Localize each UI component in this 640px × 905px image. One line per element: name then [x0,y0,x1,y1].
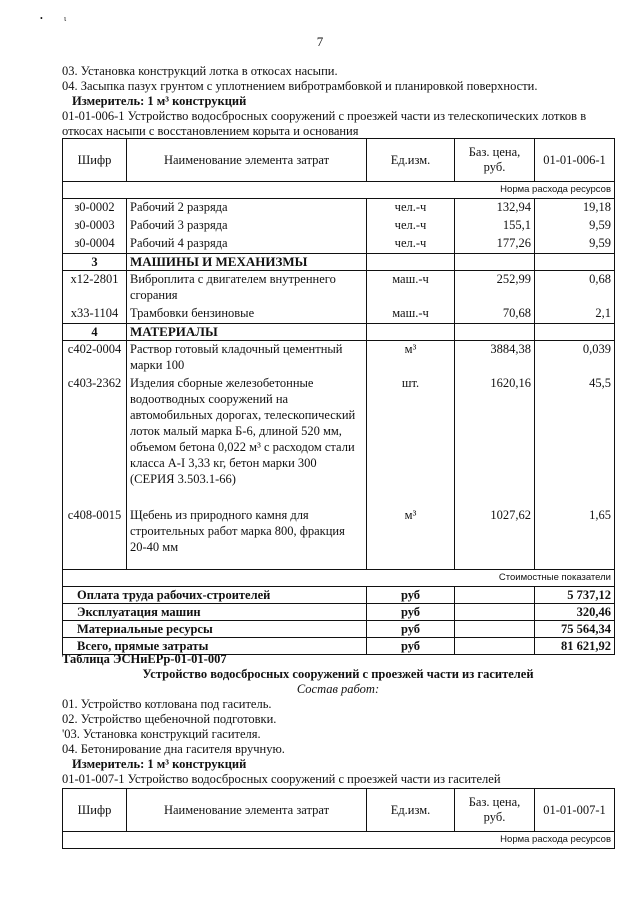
section-row [63,254,615,271]
measure-label: Измеритель: 1 м³ конструкций [72,94,247,108]
header-unit: Ед.изм. [367,789,455,832]
cost-label-row [63,570,615,587]
resource-code: с402-0004 [63,341,127,376]
resource-row [63,217,615,235]
total-name: Эксплуатация машин [63,604,367,621]
resource-row [63,199,615,218]
resource-name: Рабочий 2 разряда [127,199,367,218]
resource-norm: 9,59 [535,217,615,235]
norm-label: Норма расхода ресурсов [63,182,615,199]
resource-table-006 [62,138,614,655]
resource-norm: 9,59 [535,235,615,254]
table-header-row [63,139,615,182]
header-norm-code: 01-01-006-1 [535,139,615,182]
table-header-row [63,789,615,832]
resource-row [63,341,615,376]
resource-norm: 2,1 [535,305,615,324]
resource-name: Щебень из природного камня для строительных работ марка 800, фракция 20-40 мм [127,507,367,570]
header-price: Баз. цена, руб. [455,139,535,182]
measure-label: Измеритель: 1 м³ конструкций [72,757,247,771]
resource-norm: 0,68 [535,271,615,306]
work-item: 01. Устройство котлована под гаситель. [62,697,272,711]
norm-label-row [63,832,615,849]
intro-line: 03. Установка конструкций лотка в откосах насыпи. [62,64,338,78]
total-unit: руб [367,621,455,638]
resource-norm: 1,65 [535,507,615,570]
header-name: Наименование элемента затрат [127,789,367,832]
work-item: '03. Установка конструкций гасителя. [62,727,261,741]
resource-code: с403-2362 [63,375,127,507]
intro-line: 04. Засыпка пазух грунтом с уплотнением вибротрамбовкой и планировкой поверхности. [62,79,538,93]
cost-label: Стоимостные показатели [63,570,615,587]
total-value: 81 621,92 [535,638,615,655]
resource-code: з0-0003 [63,217,127,235]
resource-unit: маш.-ч [367,305,455,324]
header-name: Наименование элемента затрат [127,139,367,182]
resource-code: х12-2801 [63,271,127,306]
resource-norm: 19,18 [535,199,615,218]
resource-unit: шт. [367,375,455,507]
code-description: 01-01-006-1 Устройство водосбросных сооружений с проезжей части из телескопических лотков в [62,109,587,123]
scan-mark: • [40,14,43,23]
scan-mark: ι [64,14,67,23]
total-name: Оплата труда рабочих-строителей [63,587,367,604]
total-unit: руб [367,587,455,604]
total-value: 75 564,34 [535,621,615,638]
section-number: 3 [63,254,127,271]
total-row [63,621,615,638]
resource-unit: чел.-ч [367,199,455,218]
header-norm-code: 01-01-007-1 [535,789,615,832]
section-title: МАТЕРИАЛЫ [127,324,367,341]
total-unit: руб [367,638,455,655]
resource-name: Изделия сборные железобетонные водоотводных сооружений на автомобильных дорогах, телескопический лоток малый марка Б-6, длиной 520 мм, объемом бетона 0,022 м³ с расходом стали класса А-I 3,33 кг, бетон марки 300 (СЕРИЯ 3.503.1-66) [127,375,367,507]
resource-name: Трамбовки бензиновые [127,305,367,324]
header-unit: Ед.изм. [367,139,455,182]
resource-price: 177,26 [455,235,535,254]
resource-unit: маш.-ч [367,271,455,306]
resource-unit: чел.-ч [367,235,455,254]
resource-price: 1027,62 [455,507,535,570]
resource-name: Рабочий 4 разряда [127,235,367,254]
resource-row [63,507,615,570]
section-row [63,324,615,341]
code-description: откосах насыпи с восстановлением корыта и основания [62,124,359,138]
total-row [63,587,615,604]
norm-label-row [63,182,615,199]
table2-section [62,652,614,787]
resource-unit: м³ [367,507,455,570]
norm-label: Норма расхода ресурсов [63,832,615,849]
resource-code: х33-1104 [63,305,127,324]
resource-price: 155,1 [455,217,535,235]
resource-row [63,375,615,507]
resource-price: 132,94 [455,199,535,218]
total-value: 5 737,12 [535,587,615,604]
resource-unit: м³ [367,341,455,376]
code-description: 01-01-007-1 Устройство водосбросных сооружений с проезжей части из гасителей [62,772,501,786]
resource-name: Виброплита с двигателем внутреннего сгорания [127,271,367,306]
total-name: Материальные ресурсы [63,621,367,638]
resource-code: з0-0002 [63,199,127,218]
resource-norm: 0,039 [535,341,615,376]
section-number: 4 [63,324,127,341]
resource-norm: 45,5 [535,375,615,507]
resource-name: Рабочий 3 разряда [127,217,367,235]
total-unit: руб [367,604,455,621]
work-item: 02. Устройство щебеночной подготовки. [62,712,277,726]
resource-unit: чел.-ч [367,217,455,235]
total-name: Всего, прямые затраты [63,638,367,655]
header-code: Шифр [63,789,127,832]
table2-subtitle: Устройство водосбросных сооружений с проезжей части из гасителей [142,667,534,681]
work-item: 04. Бетонирование дна гасителя вручную. [62,742,285,756]
resource-row [63,305,615,324]
header-code: Шифр [63,139,127,182]
page-number: 7 [316,34,324,49]
resource-price: 3884,38 [455,341,535,376]
intro-section [62,64,614,139]
resource-row [63,235,615,254]
table2-title: Таблица ЭСНиЕРр-01-01-007 [62,652,227,666]
total-value: 320,46 [535,604,615,621]
resource-name: Раствор готовый кладочный цементный марки 100 [127,341,367,376]
resource-row [63,271,615,306]
resource-table-007 [62,788,614,849]
section-title: МАШИНЫ И МЕХАНИЗМЫ [127,254,367,271]
resource-code: з0-0004 [63,235,127,254]
resource-price: 1620,16 [455,375,535,507]
works-label: Состав работ: [296,682,380,696]
header-price: Баз. цена, руб. [455,789,535,832]
total-row [63,604,615,621]
resource-price: 252,99 [455,271,535,306]
resource-price: 70,68 [455,305,535,324]
resource-code: с408-0015 [63,507,127,570]
